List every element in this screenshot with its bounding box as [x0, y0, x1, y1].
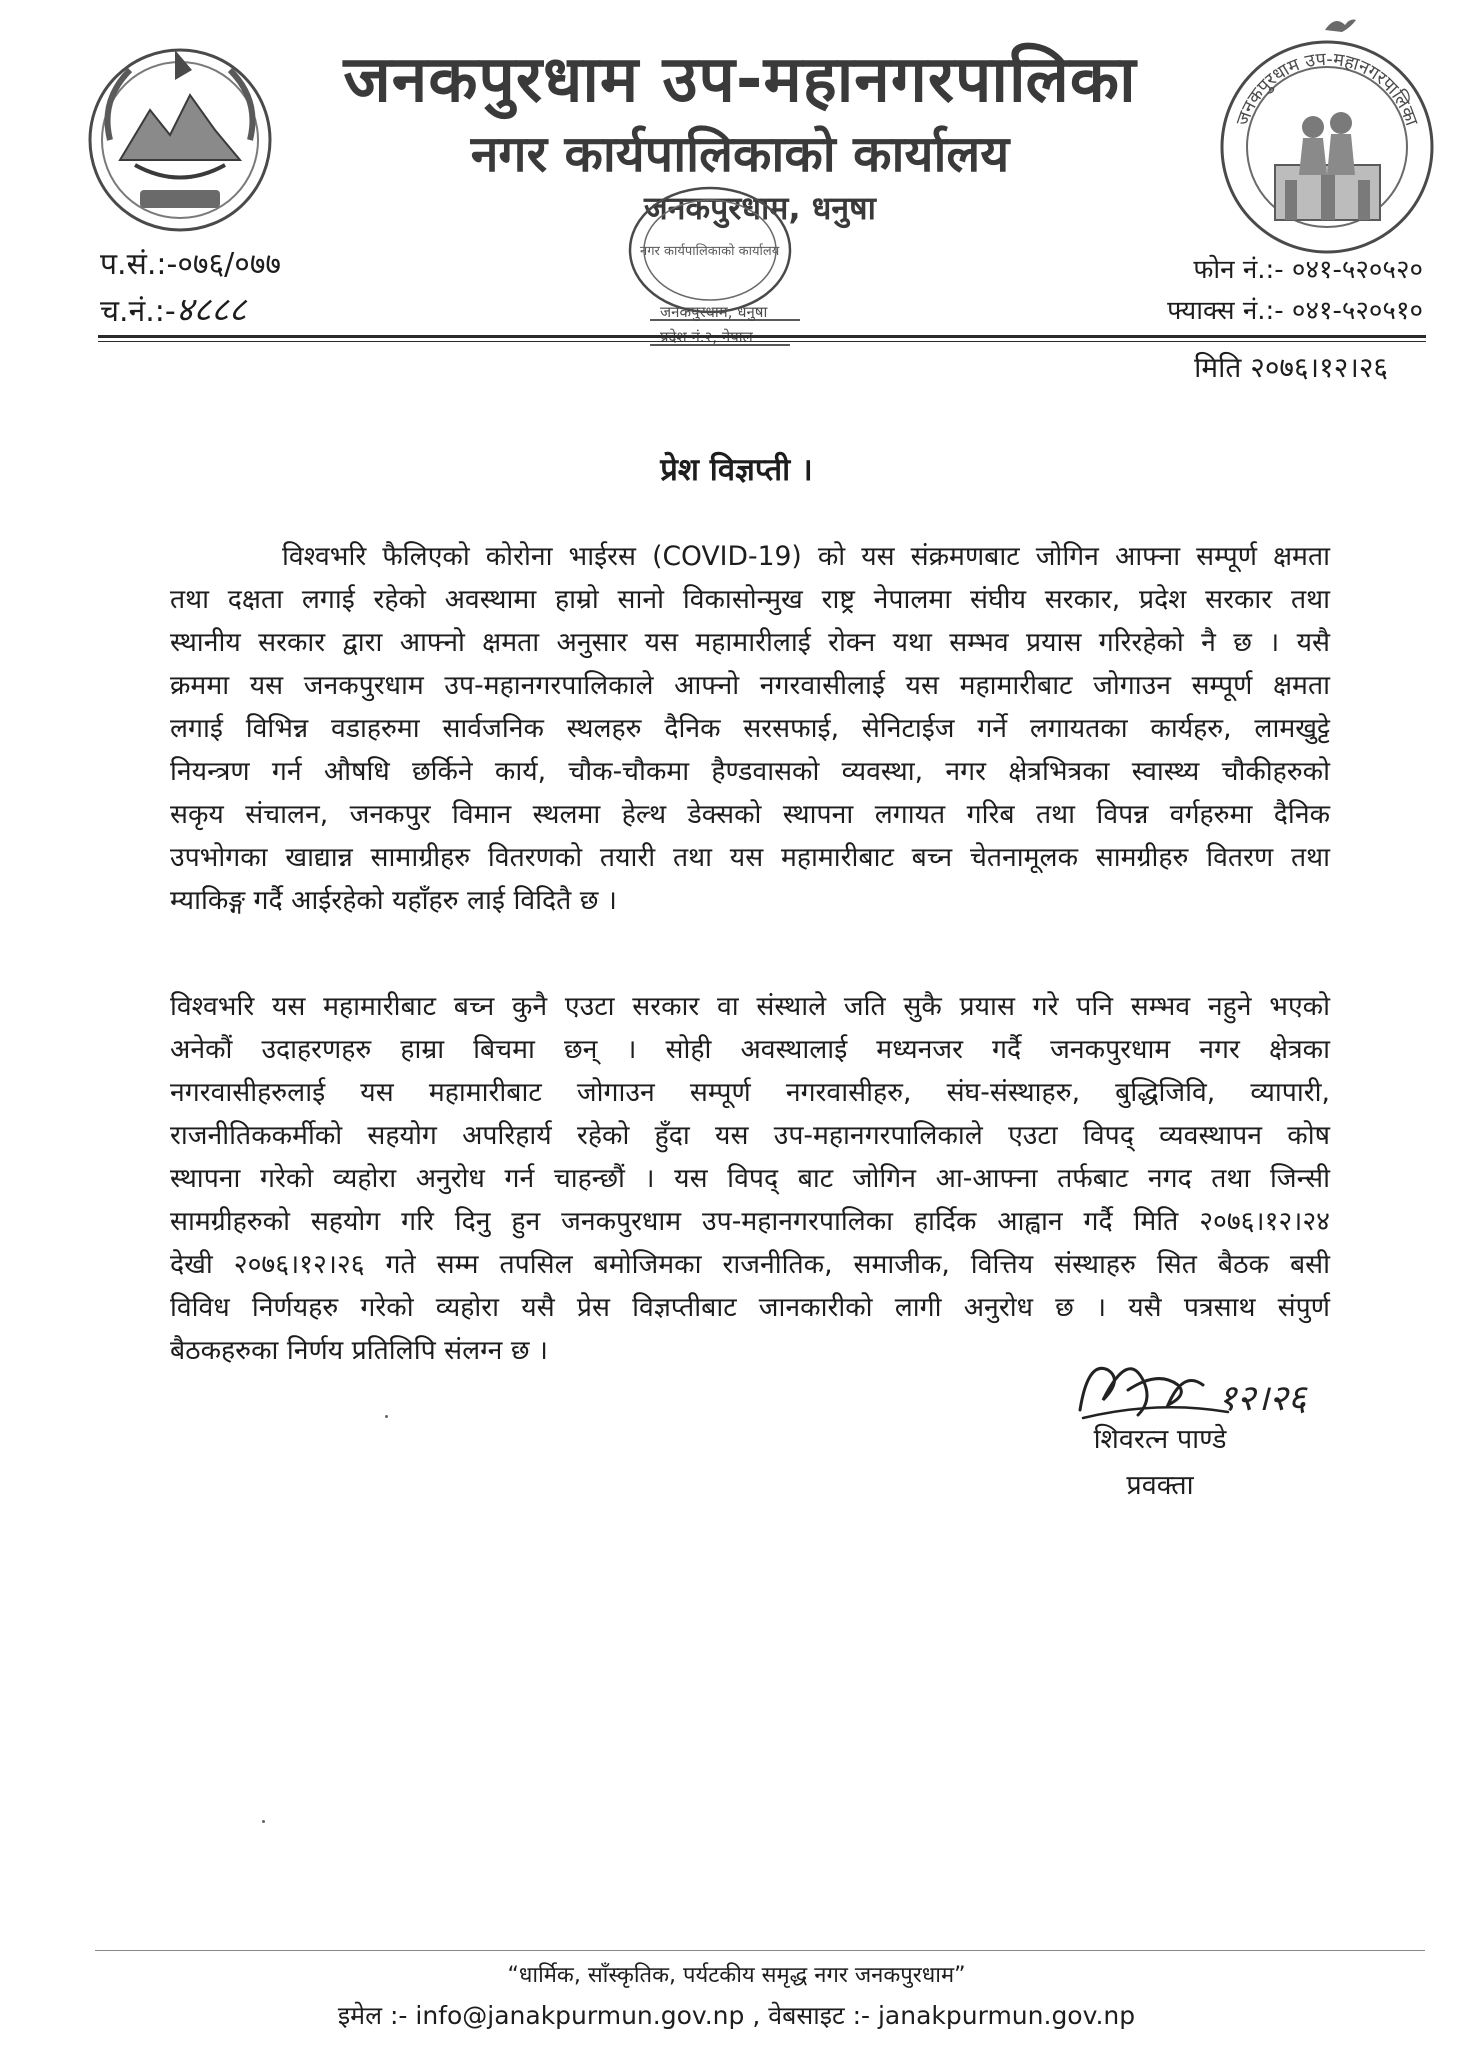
- paragraph-line: स्थापना गरेको व्यहोरा अनुरोध गर्न चाहन्छौं । यस विपद् बाट जोगिन आ-आफ्ना तर्फबाट नगद तथा जिन्सी: [170, 1163, 1330, 1194]
- header-divider-thin: [98, 341, 1426, 342]
- fax-number: फ्याक्स नं.:- ०४१-५२०५१०: [1167, 296, 1423, 326]
- signatory-title: प्रवक्ता: [1126, 1470, 1194, 1501]
- reference-value: ०७६/०७७: [177, 247, 282, 282]
- paragraph-line: राजनीतिककर्मीको सहयोग अपरिहार्य रहेको हुँदा यस उप-महानगरपालिकाले एउटा विपद् व्यवस्थापन कोष: [170, 1120, 1330, 1151]
- document-date: मिति २०७६।१२।२६: [1194, 351, 1388, 384]
- stamp-line-2: प्रदेश नं.२, नेपाल: [660, 328, 753, 346]
- paragraph-line: बैठकहरुका निर्णय प्रतिलिपि संलग्न छ ।: [170, 1335, 549, 1366]
- body-paragraph-2: [170, 985, 1330, 1372]
- municipality-title: जनकपुरधाम उप-महानगरपालिका: [343, 43, 1137, 117]
- scan-speck: [385, 1415, 388, 1418]
- paragraph-line: देखी २०७६।१२।२६ गते सम्म तपसिल बमोजिमका राजनीतिक, समाजीक, वित्तिय संस्थाहरु सित बैठक बसी: [170, 1249, 1330, 1280]
- paragraph-line: स्थानीय सरकार द्वारा आफ्नो क्षमता अनुसार यस महामारीलाई रोक्न यथा सम्भव प्रयास गरिरहेको नै छ । यसै: [170, 627, 1330, 658]
- paragraph-line: तथा दक्षता लगाई रहेको अवस्थामा हाम्रो सानो विकासोन्मुख राष्ट्र नेपालमा संघीय सरकार, प्रदेश सरकार तथा: [170, 584, 1330, 615]
- paragraph-line: विश्वभरि यस महामारीबाट बच्न कुनै एउटा सरकार वा संस्थाले जति सुकै प्रयास गरे पनि सम्भव नहुने भएको: [170, 991, 1330, 1022]
- paragraph-line: क्रममा यस जनकपुरधाम उप-महानगरपालिकाले आफ्नो नगरवासीलाई यस महामारीबाट जोगाउन सम्पूर्ण क्षमता: [170, 670, 1330, 701]
- document-heading: प्रेश विज्ञप्ती ।: [660, 452, 813, 488]
- svg-text:जनकपुरधाम उप-महानगरपालिका: [1232, 49, 1422, 129]
- paragraph-line: उपभोगका खाद्यान्न सामाग्रीहरु वितरणको तयारी तथा यस महामारीबाट बच्न चेतनामूलक सामग्रीहरु वितरण तथा: [170, 842, 1330, 873]
- dispatch-number: [100, 290, 246, 332]
- footer-divider: [95, 1950, 1425, 1951]
- paragraph-line: लगाई विभिन्न वडाहरुमा सार्वजनिक स्थलहरु दैनिक सरसफाई, सेनिटाईज गर्ने लगायतका कार्यहरु, लामखुट्टे: [170, 713, 1330, 744]
- signature-date: १२।२६: [1218, 1378, 1307, 1419]
- header-divider: [98, 335, 1426, 338]
- paragraph-line: विश्वभरि फैलिएको कोरोना भाईरस (COVID-19) को यस संक्रमणबाट जोगिन आफ्ना सम्पूर्ण क्षमता: [282, 541, 1330, 572]
- nepal-emblem-icon: [80, 40, 280, 240]
- paragraph-line: सामग्रीहरुको सहयोग गरि दिनु हुन जनकपुरधाम उप-महानगरपालिका हार्दिक आह्वान गर्दै मिति २०७६।१२।२४: [170, 1206, 1330, 1237]
- dispatch-label: च.नं.:-: [100, 294, 176, 329]
- municipality-seal-icon: [1215, 35, 1440, 260]
- paragraph-line: नियन्त्रण गर्न औषधि छर्किने कार्य, चौक-चौकमा हैण्डवासको व्यवस्था, नगर क्षेत्रभित्रका स्वास्थ्य चौकीहरुको: [170, 756, 1330, 787]
- office-place: जनकपुरधाम, धनुषा: [644, 189, 876, 227]
- reference-label: प.सं.:-: [100, 247, 178, 282]
- paragraph-line: विविध निर्णयहरु गरेको व्यहोरा यसै प्रेस विज्ञप्तीबाट जानकारीको लागी अनुरोध छ । यसै पत्रसाथ संपुर्ण: [170, 1292, 1330, 1323]
- paragraph-line: अनेकौं उदाहरणहरु हाम्रा बिचमा छन् । सोही अवस्थालाई मध्यनजर गर्दै जनकपुरधाम नगर क्षेत्रका: [170, 1034, 1330, 1065]
- stamp-line-3: नगर कार्यपालिकाको कार्यालय: [640, 244, 780, 259]
- body-paragraph-1: [170, 535, 1330, 922]
- reference-number: [100, 245, 281, 285]
- scan-speck: [262, 1820, 265, 1823]
- footer-slogan: “धार्मिक, साँस्कृतिक, पर्यटकीय समृद्ध नगर जनकपुरधाम”: [507, 1963, 966, 1988]
- paragraph-line: म्याकिङ्ग गर्दै आईरहेको यहाँहरु लाई विदितै छ ।: [170, 885, 617, 916]
- paragraph-line: नगरवासीहरुलाई यस महामारीबाट जोगाउन सम्पूर्ण नगरवासीहरु, संघ-संस्थाहरु, बुद्धिजिवि, व्यापारी,: [170, 1077, 1330, 1108]
- handwritten-signature-icon: [1068, 1340, 1348, 1430]
- paragraph-line: सकृय संचालन, जनकपुर विमान स्थलमा हेल्थ डेक्सको स्थापना लगायत गरिब तथा विपन्न वर्गहरुमा दैनिक: [170, 799, 1330, 830]
- phone-number: फोन नं.:- ०४१-५२०५२०: [1193, 255, 1423, 285]
- signatory-name: शिवरत्न पाण्डे: [1093, 1424, 1227, 1455]
- seal-text: जनकपुरधाम उप-महानगरपालिका: [1232, 48, 1423, 129]
- office-subtitle: नगर कार्यपालिकाको कार्यालय: [470, 125, 1010, 183]
- dispatch-value: ४८८८: [175, 290, 247, 330]
- stamp-line-1: जनकपुरधाम, धनुषा: [660, 303, 768, 321]
- footer-contact: इमेल :- info@janakpurmun.gov.np , वेबसाइट :- janakpurmun.gov.np: [337, 2001, 1136, 2030]
